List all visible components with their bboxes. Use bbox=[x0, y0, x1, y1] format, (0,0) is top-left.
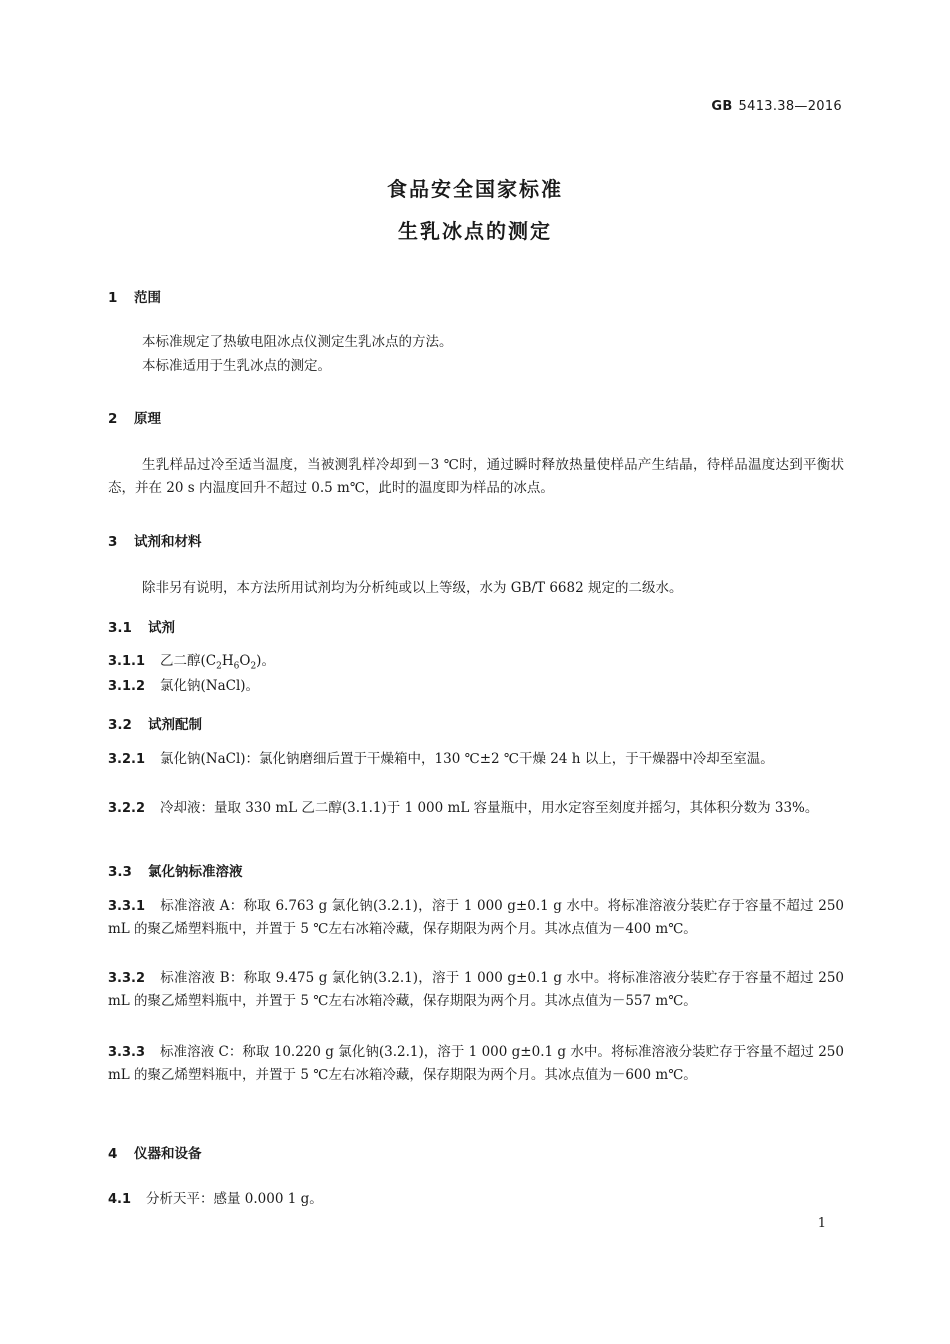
page-number: 1 bbox=[817, 1216, 826, 1231]
clause-3-2-1: 3.2.1 氯化钠(NaCl)：氯化钠磨细后置于干燥箱中，130 ℃±2 ℃干燥 24 h 以上，于干燥器中冷却至室温。 bbox=[108, 751, 774, 767]
clause-3-3-1: 3.3.1 标准溶液 A：称取 6.763 g 氯化钠(3.2.1)，溶于 1 000 g±0.1 g 水中。将标准溶液分装贮存于容量不超过 250 mL 的聚乙烯塑料瓶中，并置于 5 ℃左右冰箱冷藏，保存期限为两个月。其冰点值为－400 m℃。 bbox=[108, 898, 844, 937]
paragraph-reagents-intro: 除非另有说明，本方法所用试剂均为分析纯或以上等级，水为 GB/T 6682 规定的二级水。 bbox=[142, 580, 683, 596]
paragraph-principle: 生乳样品过冷至适当温度，当被测乳样冷却到－3 ℃时，通过瞬时释放热量使样品产生结晶，待样品温度达到平衡状态，并在 20 s 内温度回升不超过 0.5 m℃，此时的温度即为样品的冰点。 bbox=[108, 457, 844, 496]
standard-number bbox=[711, 99, 842, 114]
document-subtitle: 生乳冰点的测定 bbox=[398, 219, 552, 243]
clause-3-2-2: 3.2.2 冷却液：量取 330 mL 乙二醇(3.1.1)于 1 000 mL 容量瓶中，用水定容至刻度并摇匀，其体积分数为 33%。 bbox=[108, 800, 819, 816]
section-heading-1: 1 范围 bbox=[108, 290, 161, 306]
paragraph-scope-2: 本标准适用于生乳冰点的测定。 bbox=[142, 358, 331, 374]
paragraph-scope-1: 本标准规定了热敏电阻冰点仪测定生乳冰点的方法。 bbox=[142, 334, 453, 350]
subsection-heading-3-2: 3.2 试剂配制 bbox=[108, 717, 202, 733]
section-heading-3: 3 试剂和材料 bbox=[108, 534, 202, 550]
section-heading-4: 4 仪器和设备 bbox=[108, 1146, 202, 1162]
clause-3-3-2: 3.3.2 标准溶液 B：称取 9.475 g 氯化钠(3.2.1)，溶于 1 000 g±0.1 g 水中。将标准溶液分装贮存于容量不超过 250 mL 的聚乙烯塑料瓶中，并置于 5 ℃左右冰箱冷藏，保存期限为两个月。其冰点值为－557 m℃。 bbox=[108, 970, 844, 1009]
clause-3-3-3: 3.3.3 标准溶液 C：称取 10.220 g 氯化钠(3.2.1)，溶于 1 000 g±0.1 g 水中。将标准溶液分装贮存于容量不超过 250 mL 的聚乙烯塑料瓶中，并置于 5 ℃左右冰箱冷藏，保存期限为两个月。其冰点值为－600 m℃。 bbox=[108, 1044, 844, 1083]
clause-3-1-1: 3.1.1 乙二醇$(C_2H_6O_2)$。 bbox=[108, 653, 275, 672]
subsection-heading-3-1: 3.1 试剂 bbox=[108, 620, 175, 636]
standard-code: 5413.38—2016 bbox=[738, 99, 842, 114]
standard-prefix: GB bbox=[711, 99, 733, 114]
subsection-heading-3-3: 3.3 氯化钠标准溶液 bbox=[108, 864, 243, 880]
section-heading-2: 2 原理 bbox=[108, 411, 161, 427]
document-title: 食品安全国家标准 bbox=[387, 177, 563, 201]
clause-3-1-2: 3.1.2 氯化钠(NaCl)。 bbox=[108, 678, 260, 694]
clause-4-1: 4.1 分析天平：感量 0.000 1 g。 bbox=[108, 1191, 323, 1207]
